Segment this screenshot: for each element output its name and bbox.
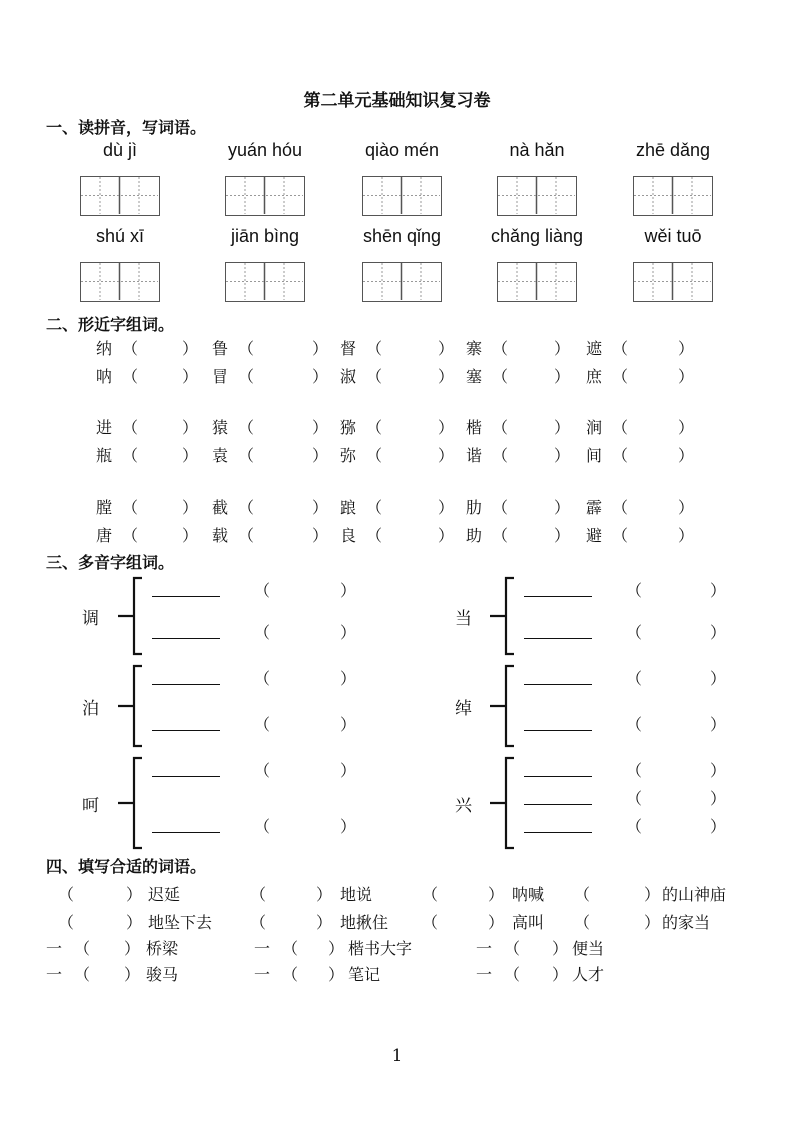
paren-close: ） — [710, 789, 727, 808]
polyphonic-character: 调 — [82, 609, 99, 629]
paren-open: （ — [612, 367, 629, 386]
paren-open: （ — [612, 526, 629, 545]
measure-word-yi: 一 — [476, 965, 493, 984]
paren-close: ） — [312, 367, 329, 386]
paren-close: ） — [438, 446, 455, 465]
similar-character: 猕 — [340, 418, 357, 437]
polyphonic-character: 绰 — [455, 699, 472, 719]
paren-close: ） — [678, 526, 695, 545]
similar-character: 涧 — [586, 418, 603, 437]
word-text: 便当 — [572, 939, 605, 958]
answer-blank[interactable] — [380, 364, 438, 384]
paren-close: ） — [312, 526, 329, 545]
page-title: 第二单元基础知识复习卷 — [303, 91, 491, 111]
measure-word-yi: 一 — [254, 965, 271, 984]
paren-open: （ — [504, 939, 521, 958]
paren-open: （ — [366, 418, 383, 437]
paren-close: ） — [710, 669, 727, 688]
paren-close: ） — [340, 623, 357, 642]
paren-open: （ — [238, 446, 255, 465]
answer-blank[interactable] — [252, 336, 312, 356]
measure-word-yi: 一 — [254, 939, 271, 958]
answer-blank[interactable] — [380, 523, 438, 543]
answer-blank[interactable] — [506, 523, 554, 543]
writing-grid-box[interactable] — [362, 176, 442, 216]
similar-character: 寨 — [466, 339, 483, 358]
paren-close: ） — [552, 965, 569, 984]
paren-close: ） — [678, 498, 695, 517]
measure-word-yi: 一 — [476, 939, 493, 958]
paren-open: （ — [238, 526, 255, 545]
word-answer-blank[interactable] — [590, 882, 642, 902]
paren-close: ） — [328, 939, 345, 958]
paren-open: （ — [250, 885, 267, 904]
similar-character: 膛 — [96, 498, 113, 517]
tian-grid-icon — [226, 263, 303, 300]
paren-close: ） — [182, 339, 199, 358]
bracket-icon — [116, 756, 146, 850]
similar-character: 楷 — [466, 418, 483, 437]
writing-grid-box[interactable] — [633, 176, 713, 216]
writing-grid-box[interactable] — [497, 262, 577, 302]
paren-open: （ — [492, 418, 509, 437]
word-blank-line[interactable] — [524, 684, 592, 685]
writing-grid-box[interactable] — [225, 176, 305, 216]
paren-open: （ — [238, 418, 255, 437]
word-blank-line[interactable] — [524, 596, 592, 597]
section3-heading: 三、多音字组词。 — [46, 553, 175, 572]
answer-blank[interactable] — [380, 443, 438, 463]
answer-blank[interactable] — [136, 443, 182, 463]
word-text: 高叫 — [512, 913, 545, 932]
paren-close: ） — [438, 367, 455, 386]
paren-close: ） — [124, 939, 141, 958]
answer-blank[interactable] — [506, 443, 554, 463]
word-answer-blank[interactable] — [438, 882, 486, 902]
tian-grid-icon — [498, 263, 575, 300]
paren-close: ） — [438, 418, 455, 437]
paren-open: （ — [74, 939, 91, 958]
paren-close: ） — [554, 498, 571, 517]
similar-character: 庶 — [586, 367, 603, 386]
writing-grid-box[interactable] — [497, 176, 577, 216]
paren-open: （ — [238, 498, 255, 517]
answer-blank[interactable] — [136, 336, 182, 356]
similar-character: 谐 — [466, 446, 483, 465]
similar-character: 弥 — [340, 446, 357, 465]
word-text: 桥梁 — [146, 939, 179, 958]
tian-grid-icon — [363, 263, 440, 300]
word-text: 迟延 — [148, 885, 181, 904]
word-blank-line[interactable] — [152, 596, 220, 597]
paren-open: （ — [626, 581, 643, 600]
paren-open: （ — [74, 965, 91, 984]
bracket-icon — [488, 664, 518, 748]
pinyin-label: shú xī — [95, 226, 145, 246]
answer-blank[interactable] — [506, 415, 554, 435]
paren-close: ） — [124, 965, 141, 984]
similar-character: 踉 — [340, 498, 357, 517]
similar-character: 唐 — [96, 526, 113, 545]
answer-blank[interactable] — [136, 495, 182, 515]
writing-grid-box[interactable] — [362, 262, 442, 302]
paren-close: ） — [644, 913, 661, 932]
tian-grid-icon — [498, 177, 575, 214]
pinyin-answer-blank[interactable] — [270, 578, 336, 598]
answer-blank[interactable] — [380, 415, 438, 435]
paren-open: （ — [282, 939, 299, 958]
answer-blank[interactable] — [626, 364, 678, 384]
paren-open: （ — [238, 339, 255, 358]
pinyin-answer-blank[interactable] — [642, 786, 706, 806]
paren-close: ） — [126, 885, 143, 904]
word-blank-line[interactable] — [152, 684, 220, 685]
word-text: 地说 — [340, 885, 373, 904]
paren-open: （ — [282, 965, 299, 984]
word-blank-line[interactable] — [524, 638, 592, 639]
similar-character: 塞 — [466, 367, 483, 386]
pinyin-answer-blank[interactable] — [642, 758, 706, 778]
bracket-icon — [488, 576, 518, 656]
answer-blank[interactable] — [626, 443, 678, 463]
paren-close: ） — [312, 498, 329, 517]
paren-close: ） — [554, 418, 571, 437]
polyphonic-character: 兴 — [455, 796, 472, 816]
measure-word-blank[interactable] — [90, 936, 122, 956]
section4-heading: 四、填写合适的词语。 — [46, 857, 207, 876]
paren-close: ） — [312, 418, 329, 437]
word-blank-line[interactable] — [524, 804, 592, 805]
similar-character: 霹 — [586, 498, 603, 517]
paren-close: ） — [182, 446, 199, 465]
paren-open: （ — [626, 623, 643, 642]
measure-word-blank[interactable] — [298, 936, 326, 956]
paren-close: ） — [438, 498, 455, 517]
bracket-icon — [116, 576, 146, 656]
word-text: 楷书大字 — [348, 939, 413, 958]
paren-open: （ — [626, 761, 643, 780]
paren-close: ） — [710, 715, 727, 734]
section1-heading: 一、读拼音，写词语。 — [46, 118, 207, 137]
answer-blank[interactable] — [252, 495, 312, 515]
word-blank-line[interactable] — [524, 832, 592, 833]
paren-close: ） — [710, 581, 727, 600]
tian-grid-icon — [634, 263, 711, 300]
similar-character: 进 — [96, 418, 113, 437]
paren-open: （ — [122, 446, 139, 465]
word-blank-line[interactable] — [152, 730, 220, 731]
paren-open: （ — [626, 715, 643, 734]
page-number: 1 — [391, 1046, 403, 1066]
word-text: 地揪住 — [340, 913, 389, 932]
word-text: 人才 — [572, 965, 605, 984]
paren-close: ） — [126, 913, 143, 932]
pinyin-answer-blank[interactable] — [270, 666, 336, 686]
paren-open: （ — [254, 623, 271, 642]
paren-close: ） — [312, 339, 329, 358]
answer-blank[interactable] — [136, 523, 182, 543]
paren-close: ） — [678, 418, 695, 437]
paren-open: （ — [254, 715, 271, 734]
pinyin-answer-blank[interactable] — [270, 712, 336, 732]
paren-close: ） — [438, 526, 455, 545]
answer-blank[interactable] — [252, 443, 312, 463]
paren-close: ） — [340, 669, 357, 688]
paren-open: （ — [250, 913, 267, 932]
paren-close: ） — [182, 418, 199, 437]
paren-close: ） — [678, 446, 695, 465]
paren-open: （ — [504, 965, 521, 984]
pinyin-answer-blank[interactable] — [270, 758, 336, 778]
measure-word-blank[interactable] — [298, 962, 326, 982]
bracket-icon — [116, 664, 146, 748]
paren-open: （ — [626, 669, 643, 688]
paren-open: （ — [492, 339, 509, 358]
paren-open: （ — [422, 913, 439, 932]
paren-open: （ — [492, 367, 509, 386]
paren-close: ） — [328, 965, 345, 984]
word-text: 骏马 — [146, 965, 179, 984]
answer-blank[interactable] — [136, 364, 182, 384]
word-text: 的家当 — [662, 913, 711, 932]
paren-open: （ — [366, 339, 383, 358]
paren-open: （ — [366, 526, 383, 545]
paren-open: （ — [122, 526, 139, 545]
word-blank-line[interactable] — [152, 638, 220, 639]
answer-blank[interactable] — [506, 336, 554, 356]
paren-close: ） — [552, 939, 569, 958]
paren-close: ） — [312, 446, 329, 465]
paren-open: （ — [58, 913, 75, 932]
paren-close: ） — [554, 367, 571, 386]
similar-character: 间 — [586, 446, 603, 465]
paren-close: ） — [710, 623, 727, 642]
paren-close: ） — [316, 913, 333, 932]
paren-open: （ — [612, 446, 629, 465]
pinyin-label: dù jì — [102, 140, 138, 160]
word-text: 的山神庙 — [662, 885, 727, 904]
paren-close: ） — [554, 446, 571, 465]
section2-heading: 二、形近字组词。 — [46, 315, 175, 334]
paren-open: （ — [122, 418, 139, 437]
measure-word-yi: 一 — [46, 939, 63, 958]
similar-character: 肋 — [466, 498, 483, 517]
paren-open: （ — [626, 817, 643, 836]
paren-open: （ — [122, 367, 139, 386]
paren-open: （ — [366, 498, 383, 517]
word-text: 呐喊 — [512, 885, 545, 904]
answer-blank[interactable] — [252, 523, 312, 543]
tian-grid-icon — [634, 177, 711, 214]
word-text: 笔记 — [348, 965, 381, 984]
pinyin-label: zhē dǎng — [635, 140, 711, 160]
similar-character: 督 — [340, 339, 357, 358]
similar-character: 截 — [212, 498, 229, 517]
similar-character: 助 — [466, 526, 483, 545]
tian-grid-icon — [363, 177, 440, 214]
pinyin-label: wěi tuō — [644, 226, 702, 246]
pinyin-label: shēn qǐng — [362, 226, 442, 246]
word-text: 地坠下去 — [148, 913, 213, 932]
pinyin-answer-blank[interactable] — [642, 712, 706, 732]
pinyin-answer-blank[interactable] — [642, 578, 706, 598]
word-answer-blank[interactable] — [438, 910, 486, 930]
paren-open: （ — [238, 367, 255, 386]
paren-close: ） — [710, 817, 727, 836]
paren-close: ） — [182, 367, 199, 386]
pinyin-answer-blank[interactable] — [642, 620, 706, 640]
paren-open: （ — [366, 367, 383, 386]
paren-close: ） — [678, 339, 695, 358]
paren-close: ） — [340, 817, 357, 836]
measure-word-blank[interactable] — [90, 962, 122, 982]
polyphonic-character: 当 — [455, 609, 472, 629]
paren-open: （ — [574, 913, 591, 932]
similar-character: 鲁 — [212, 339, 229, 358]
paren-open: （ — [122, 339, 139, 358]
pinyin-label: qiào mén — [364, 140, 440, 160]
paren-close: ） — [488, 913, 505, 932]
writing-grid-box[interactable] — [80, 176, 160, 216]
similar-character: 袁 — [212, 446, 229, 465]
similar-character: 遮 — [586, 339, 603, 358]
answer-blank[interactable] — [626, 415, 678, 435]
answer-blank[interactable] — [506, 364, 554, 384]
answer-blank[interactable] — [380, 495, 438, 515]
pinyin-answer-blank[interactable] — [270, 814, 336, 834]
paren-open: （ — [254, 761, 271, 780]
word-blank-line[interactable] — [152, 776, 220, 777]
paren-close: ） — [182, 526, 199, 545]
word-answer-blank[interactable] — [266, 910, 314, 930]
similar-character: 淑 — [340, 367, 357, 386]
writing-grid-box[interactable] — [225, 262, 305, 302]
paren-close: ） — [678, 367, 695, 386]
paren-open: （ — [626, 789, 643, 808]
answer-blank[interactable] — [136, 415, 182, 435]
paren-open: （ — [254, 817, 271, 836]
answer-blank[interactable] — [626, 495, 678, 515]
paren-open: （ — [254, 581, 271, 600]
paren-open: （ — [612, 418, 629, 437]
paren-open: （ — [422, 885, 439, 904]
tian-grid-icon — [81, 177, 158, 214]
paren-open: （ — [612, 339, 629, 358]
tian-grid-icon — [81, 263, 158, 300]
polyphonic-character: 呵 — [82, 796, 99, 816]
paren-open: （ — [254, 669, 271, 688]
word-blank-line[interactable] — [524, 730, 592, 731]
measure-word-yi: 一 — [46, 965, 63, 984]
paren-open: （ — [492, 526, 509, 545]
similar-character: 猿 — [212, 418, 229, 437]
paren-close: ） — [316, 885, 333, 904]
word-answer-blank[interactable] — [590, 910, 642, 930]
paren-open: （ — [58, 885, 75, 904]
pinyin-label: jiān bìng — [230, 226, 300, 246]
similar-character: 避 — [586, 526, 603, 545]
writing-grid-box[interactable] — [80, 262, 160, 302]
paren-close: ） — [710, 761, 727, 780]
paren-close: ） — [340, 715, 357, 734]
pinyin-label: yuán hóu — [227, 140, 303, 160]
similar-character: 载 — [212, 526, 229, 545]
pinyin-label: nà hǎn — [509, 140, 565, 160]
similar-character: 瓶 — [96, 446, 113, 465]
pinyin-answer-blank[interactable] — [270, 620, 336, 640]
pinyin-label: chǎng liàng — [490, 226, 584, 246]
paren-open: （ — [122, 498, 139, 517]
polyphonic-character: 泊 — [82, 699, 99, 719]
answer-blank[interactable] — [626, 336, 678, 356]
similar-character: 呐 — [96, 367, 113, 386]
writing-grid-box[interactable] — [633, 262, 713, 302]
pinyin-answer-blank[interactable] — [642, 666, 706, 686]
paren-close: ） — [438, 339, 455, 358]
similar-character: 冒 — [212, 367, 229, 386]
answer-blank[interactable] — [506, 495, 554, 515]
similar-character: 良 — [340, 526, 357, 545]
word-answer-blank[interactable] — [74, 910, 124, 930]
pinyin-answer-blank[interactable] — [642, 814, 706, 834]
paren-close: ） — [182, 498, 199, 517]
paren-close: ） — [554, 339, 571, 358]
paren-open: （ — [612, 498, 629, 517]
word-answer-blank[interactable] — [74, 882, 124, 902]
word-answer-blank[interactable] — [266, 882, 314, 902]
paren-close: ） — [644, 885, 661, 904]
answer-blank[interactable] — [252, 415, 312, 435]
answer-blank[interactable] — [252, 364, 312, 384]
answer-blank[interactable] — [626, 523, 678, 543]
bracket-icon — [488, 756, 518, 850]
paren-close: ） — [554, 526, 571, 545]
paren-open: （ — [492, 498, 509, 517]
similar-character: 纳 — [96, 339, 113, 358]
word-blank-line[interactable] — [524, 776, 592, 777]
paren-open: （ — [492, 446, 509, 465]
paren-close: ） — [340, 761, 357, 780]
paren-close: ） — [340, 581, 357, 600]
answer-blank[interactable] — [380, 336, 438, 356]
paren-open: （ — [366, 446, 383, 465]
word-blank-line[interactable] — [152, 832, 220, 833]
paren-open: （ — [574, 885, 591, 904]
tian-grid-icon — [226, 177, 303, 214]
measure-word-blank[interactable] — [520, 962, 550, 982]
paren-close: ） — [488, 885, 505, 904]
measure-word-blank[interactable] — [520, 936, 550, 956]
